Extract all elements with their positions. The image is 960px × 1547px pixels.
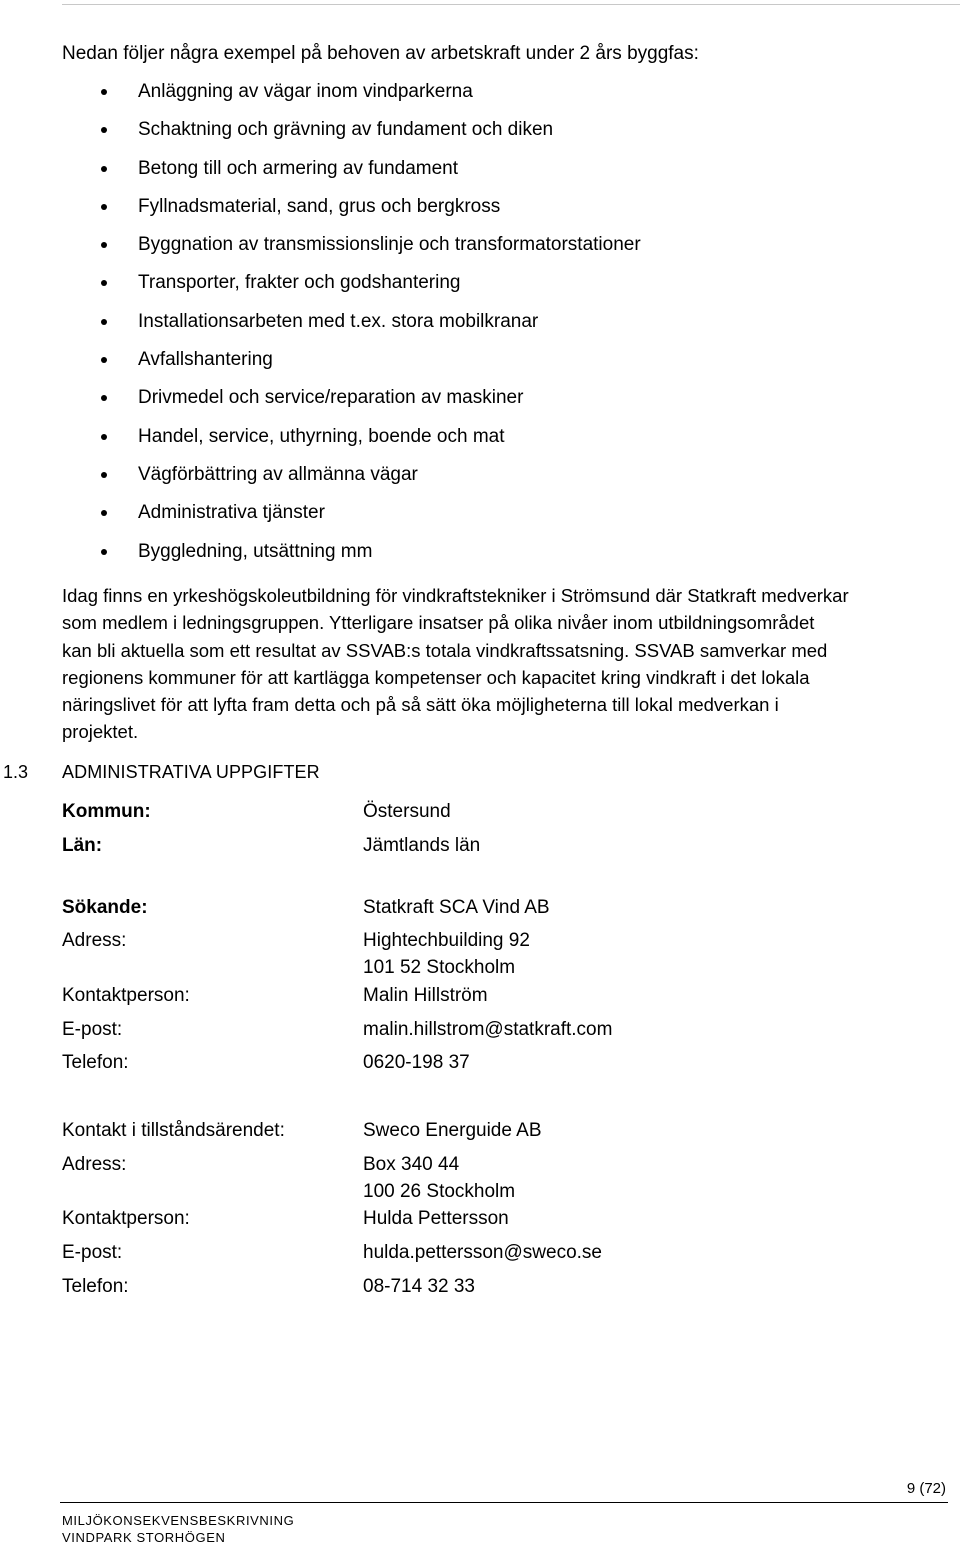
sokande-telefon-value: 0620-198 37 xyxy=(363,1052,470,1073)
kontakt-person-label: Kontaktperson: xyxy=(62,1208,190,1229)
body-paragraph xyxy=(62,582,960,746)
kontakt-person-value: Hulda Pettersson xyxy=(363,1208,509,1229)
kontakt-tillstand-name: Sweco Energuide AB xyxy=(363,1120,542,1141)
kontakt-adress-line1: Box 340 44 xyxy=(363,1154,460,1175)
sokande-epost-label: E-post: xyxy=(62,1019,123,1040)
sokande-telefon-label: Telefon: xyxy=(62,1052,129,1073)
sokande-epost-value: malin.hillstrom@statkraft.com xyxy=(363,1019,613,1040)
kontakt-telefon-value: 08-714 32 33 xyxy=(363,1276,475,1297)
sokande-label: Sökande: xyxy=(62,897,148,918)
list-item: Transporter, frakter och godshantering xyxy=(0,271,960,309)
bullet-dot-icon xyxy=(101,319,107,325)
list-item: Drivmedel och service/reparation av maskiner xyxy=(0,386,960,424)
kontakt-telefon-label: Telefon: xyxy=(62,1276,129,1297)
kontakt-tillstand-label: Kontakt i tillståndsärendet: xyxy=(62,1120,285,1141)
bullet-dot-icon xyxy=(101,89,107,95)
footer-rule xyxy=(60,1502,948,1503)
bullet-list xyxy=(0,80,960,578)
kommun-label: Kommun: xyxy=(62,801,151,822)
list-item: Byggnation av transmissionslinje och transformatorstationer xyxy=(0,233,960,271)
sokande-adress-label: Adress: xyxy=(62,930,127,951)
bullet-dot-icon xyxy=(101,204,107,210)
section-title: ADMINISTRATIVA UPPGIFTER xyxy=(62,762,320,782)
kontakt-epost-value: hulda.pettersson@sweco.se xyxy=(363,1242,602,1263)
paragraph-line: näringslivet för att lyfta fram detta och på så sätt öka möjligheterna till lokal medverkan i xyxy=(62,694,779,716)
kontakt-adress-line2: 100 26 Stockholm xyxy=(363,1181,516,1202)
sokande-name: Statkraft SCA Vind AB xyxy=(363,897,550,918)
lan-label: Län: xyxy=(62,835,103,856)
bullet-dot-icon xyxy=(101,510,107,516)
bullet-dot-icon xyxy=(101,242,107,248)
list-item: Administrativa tjänster xyxy=(0,501,960,539)
list-item: Byggledning, utsättning mm xyxy=(0,540,960,578)
list-item: Avfallshantering xyxy=(0,348,960,386)
paragraph-line: projektet. xyxy=(62,721,139,743)
list-item: Handel, service, uthyrning, boende och mat xyxy=(0,425,960,463)
lan-value: Jämtlands län xyxy=(363,835,481,856)
paragraph-line: Idag finns en yrkeshögskoleutbildning för vindkraftstekniker i Strömsund där Statkraft medverkar xyxy=(62,585,849,606)
bullet-dot-icon xyxy=(101,472,107,478)
sokande-adress-line2: 101 52 Stockholm xyxy=(363,957,516,978)
footer-project-name: VINDPARK STORHÖGEN xyxy=(62,1530,226,1545)
paragraph-line: regionens kommuner för att kartlägga kompetenser och kapacitet kring vindkraft i det lokala xyxy=(62,666,810,688)
list-item: Installationsarbeten med t.ex. stora mobilkranar xyxy=(0,310,960,348)
page-number: 9 (72) xyxy=(906,1480,946,1497)
paragraph-line: kan bli aktuella som ett resultat av SSVAB:s totala vindkraftssatsning. SSVAB samverkar med xyxy=(62,639,828,661)
list-item: Anläggning av vägar inom vindparkerna xyxy=(0,80,960,118)
list-item: Fyllnadsmaterial, sand, grus och bergkross xyxy=(0,195,960,233)
intro-text: Nedan följer några exempel på behoven av arbetskraft under 2 års byggfas: xyxy=(62,43,699,64)
bullet-dot-icon xyxy=(101,280,107,286)
kontakt-adress-label: Adress: xyxy=(62,1154,127,1175)
section-number: 1.3 xyxy=(3,762,29,782)
sokande-kontakt-label: Kontaktperson: xyxy=(62,985,190,1006)
bullet-dot-icon xyxy=(101,357,107,363)
kommun-value: Östersund xyxy=(363,801,451,822)
page-top-rule xyxy=(62,4,960,5)
bullet-dot-icon xyxy=(101,395,107,401)
bullet-dot-icon xyxy=(101,434,107,440)
bullet-dot-icon xyxy=(101,166,107,172)
paragraph-line: som medlem i ledningsgruppen. Ytterligare insatser på olika nivåer inom utbildningsområdet xyxy=(62,612,815,634)
bullet-dot-icon xyxy=(101,127,107,133)
sokande-adress-line1: Hightechbuilding 92 xyxy=(363,930,530,951)
list-item: Betong till och armering av fundament xyxy=(0,157,960,195)
bullet-dot-icon xyxy=(101,549,107,555)
list-item: Vägförbättring av allmänna vägar xyxy=(0,463,960,501)
footer-document-title: MILJÖKONSEKVENSBESKRIVNING xyxy=(62,1513,295,1528)
list-item: Schaktning och grävning av fundament och diken xyxy=(0,118,960,156)
sokande-kontakt-value: Malin Hillström xyxy=(363,985,488,1006)
kontakt-epost-label: E-post: xyxy=(62,1242,123,1263)
